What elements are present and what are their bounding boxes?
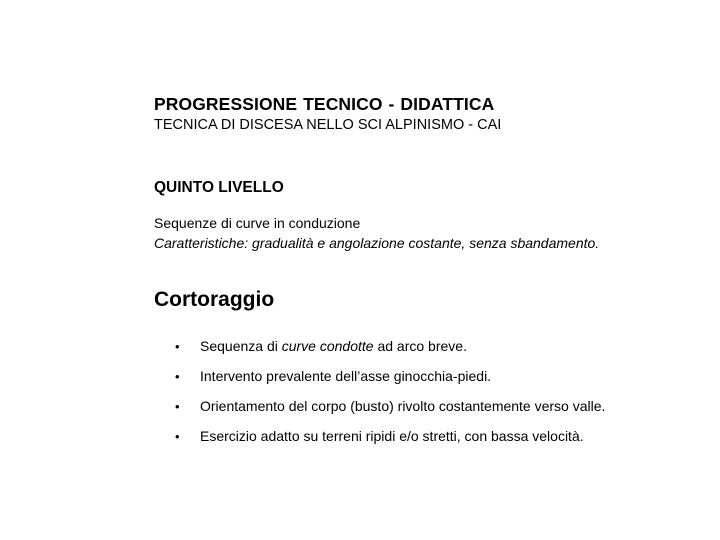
list-item xyxy=(175,428,584,444)
list-item xyxy=(175,338,467,354)
level-sequence-text: Sequenze di curve in conduzione xyxy=(154,215,361,231)
list-item-text xyxy=(200,338,467,354)
bullet-icon: • xyxy=(175,429,180,444)
list-item-text-end: ad arco breve. xyxy=(373,338,467,354)
level-characteristics-text: Caratteristiche: gradualità e angolazione costante, senza sbandamento. xyxy=(154,235,600,251)
bullet-icon: • xyxy=(175,369,180,384)
list-item-text: Esercizio adatto su terreni ripidi e/o stretti, con bassa velocità. xyxy=(200,428,584,444)
list-item-text-start: Sequenza di xyxy=(200,338,282,354)
bullet-icon: • xyxy=(175,399,180,414)
list-item xyxy=(175,398,605,414)
list-item-text: Intervento prevalente dell’asse ginocchia-piedi. xyxy=(200,368,492,384)
page-title: PROGRESSIONE TECNICO - DIDATTICA xyxy=(154,94,495,114)
level-heading: QUINTO LIVELLO xyxy=(154,179,284,196)
bullet-icon: • xyxy=(175,339,180,354)
page-subtitle: TECNICA DI DISCESA NELLO SCI ALPINISMO - CAI xyxy=(154,117,502,133)
list-item-emphasis: curve condotte xyxy=(281,338,374,354)
section-heading: Cortoraggio xyxy=(154,288,275,311)
list-item-text: Orientamento del corpo (busto) rivolto costantemente verso valle. xyxy=(200,398,606,414)
list-item xyxy=(175,368,491,384)
